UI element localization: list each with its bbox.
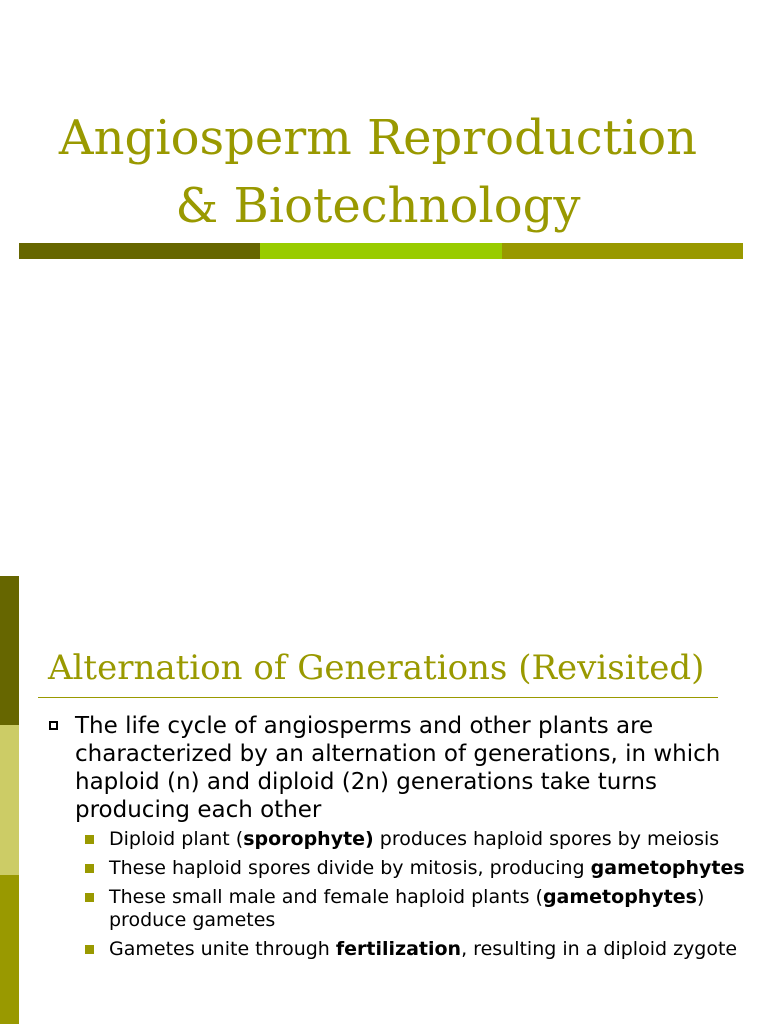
- filled-square-bullet-icon: [85, 835, 94, 844]
- filled-square-bullet-icon: [85, 945, 94, 954]
- sub-bullet-text: produces haploid spores by meiosis: [373, 828, 720, 850]
- sub-bullet-text: These haploid spores divide by mitosis, producing: [109, 857, 591, 879]
- sub-bullet-item: [75, 828, 749, 851]
- sub-bullet-item: [75, 886, 749, 932]
- filled-square-bullet-icon: [85, 864, 94, 873]
- accent-bar-segment-olive: [502, 243, 743, 259]
- sub-bullet-item: [75, 938, 749, 961]
- sub-bullet-keyword: gametophytes: [590, 857, 745, 879]
- slide-title-line-2: & Biotechnology: [175, 178, 581, 234]
- accent-bar-segment-lime: [260, 243, 501, 259]
- slide-title-line-1: Angiosperm Reproduction: [58, 110, 698, 166]
- sub-bullet-text: Diploid plant (: [109, 828, 244, 850]
- hollow-square-bullet-icon: [49, 721, 58, 730]
- content-slide: [0, 576, 768, 1024]
- sub-bullet-item: [75, 857, 749, 880]
- sub-bullet-list: [75, 828, 748, 961]
- strip-segment-dark: [0, 576, 19, 725]
- sub-bullet-keyword: sporophyte): [243, 828, 374, 850]
- heading-underline: [38, 697, 718, 698]
- slide-heading: Alternation of Generations (Revisited): [48, 648, 705, 688]
- accent-bar-segment-dark: [19, 243, 260, 259]
- main-bullet-item: [48, 712, 748, 961]
- title-accent-bar: [19, 243, 743, 259]
- sub-bullet-text: , resulting in a diploid zygote: [461, 938, 738, 960]
- sub-bullet-text: These small male and female haploid plants (: [109, 886, 543, 908]
- bullet-list: [48, 712, 748, 967]
- strip-segment-olive: [0, 875, 19, 1024]
- sub-bullet-text: ) produce gametes: [109, 886, 705, 931]
- sub-bullet-keyword: gametophytes: [542, 886, 697, 908]
- sub-bullet-text: Gametes unite through: [109, 938, 336, 960]
- slide-title: [0, 104, 756, 240]
- strip-segment-light: [0, 725, 19, 874]
- filled-square-bullet-icon: [85, 893, 94, 902]
- sub-bullet-keyword: fertilization: [335, 938, 462, 960]
- left-accent-strip: [0, 576, 19, 1024]
- main-bullet-text: The life cycle of angiosperms and other plants are characterized by an alternation of generations, in which haploid (n) and diploid (2n) generations take turns producing each other: [75, 713, 721, 823]
